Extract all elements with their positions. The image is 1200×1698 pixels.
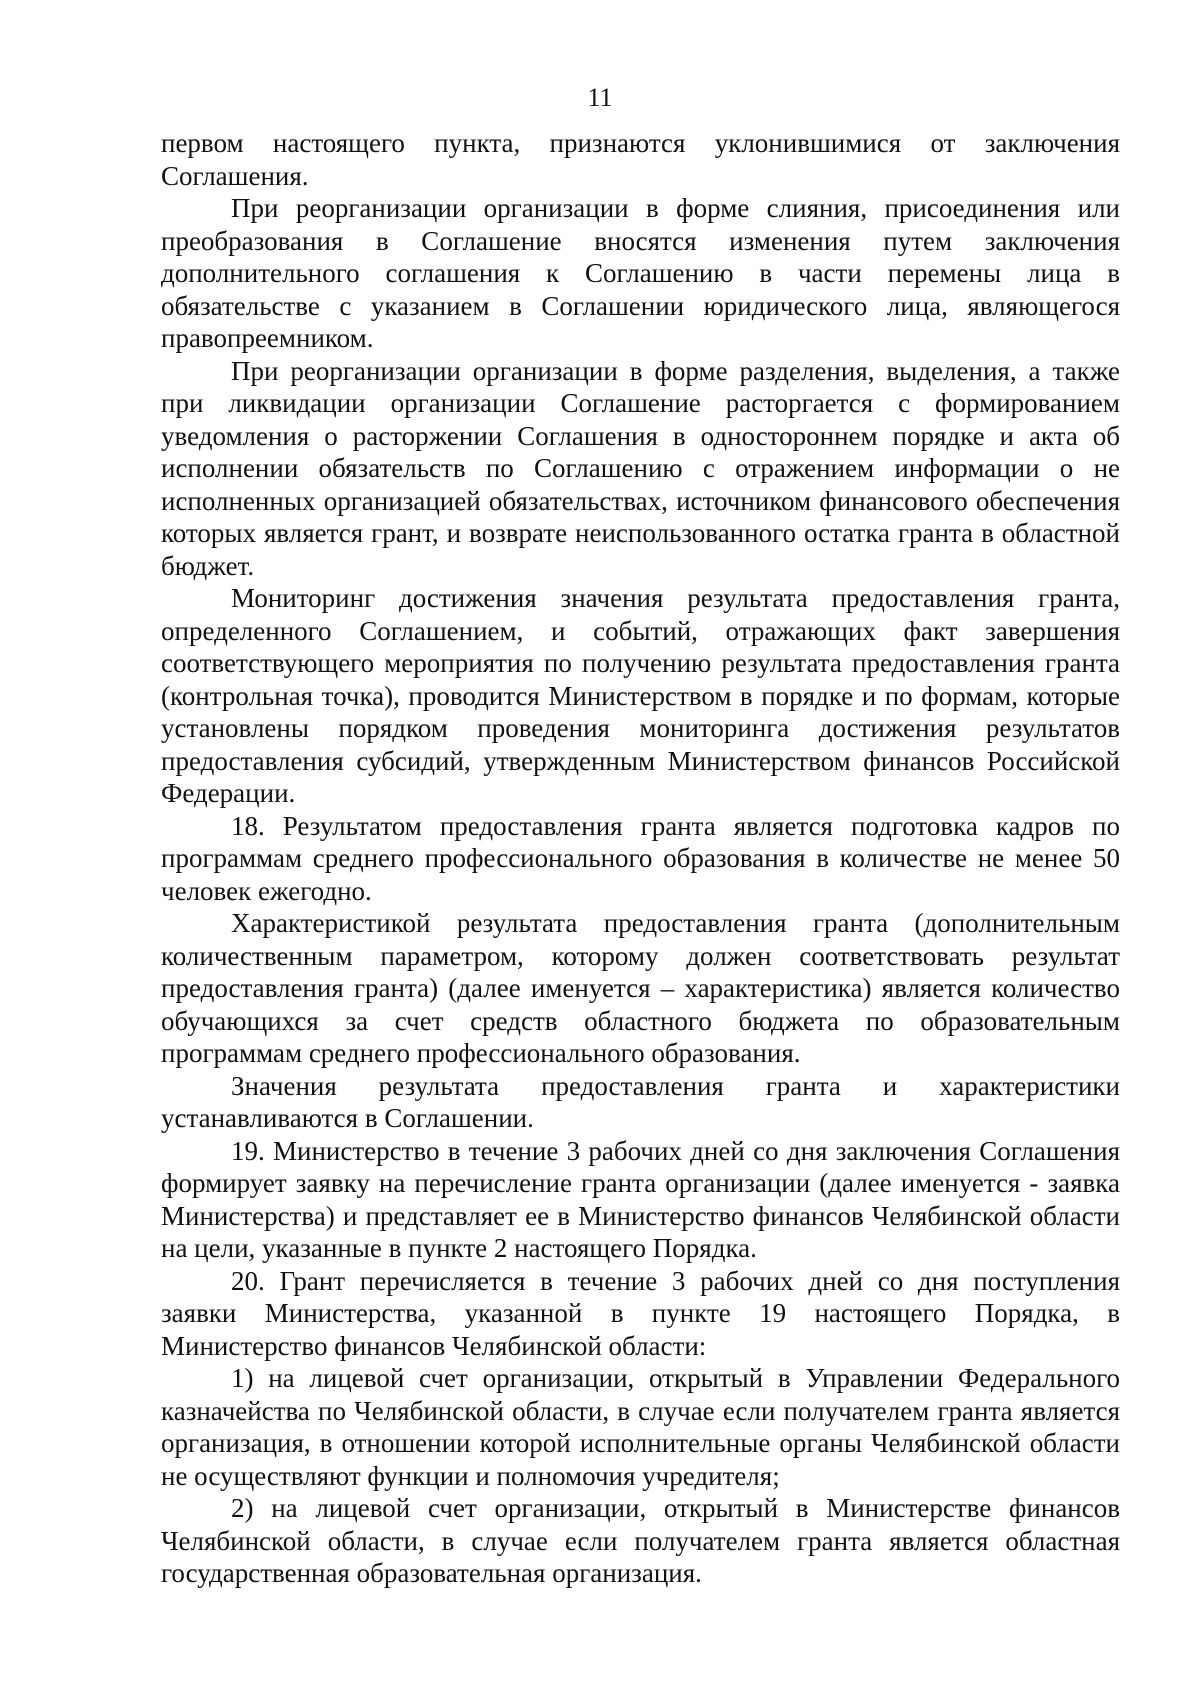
list-item-2: 2) на лицевой счет организации, открытый в Министерстве финансов Челябинской области, в случае если получателем гранта является областная государственная образовательная организация. (161, 1493, 1120, 1588)
paragraph-19-application: 19. Министерство в течение 3 рабочих дней со дня заключения Соглашения формирует заявку на перечисление гранта организации (далее именуется - заявка Министерства) и представляет ее в Министерство финансов Челябинской области на цели, указанные в пункте 2 настоящего Порядка. (161, 1135, 1120, 1263)
paragraph-characteristic: Характеристикой результата предоставления гранта (дополнительным количественным параметром, которому должен соответствовать результат предоставления гранта) (далее именуется – характеристика) является количество обучающихся за счет средств областного бюджета по образовательным программам среднего профессионального образования. (161, 908, 1120, 1068)
document-body (161, 127, 1120, 1590)
paragraph-continuation: первом настоящего пункта, признаются уклонившимися от заключения Соглашения. (161, 128, 1120, 191)
paragraph-18-result: 18. Результатом предоставления гранта является подготовка кадров по программам среднего профессионального образования в количестве не менее 50 человек ежегодно. (161, 810, 1120, 906)
paragraph-values: Значения результата предоставления гранта и характеристики устанавливаются в Соглашении. (161, 1070, 1120, 1133)
page-number: 11 (587, 83, 613, 112)
paragraph-monitoring: Мониторинг достижения значения результата предоставления гранта, определенного Соглашением, и событий, отражающих факт завершения соответствующего мероприятия по получению результата предоставления гранта (контрольная точка), проводится Министерством в порядке и по формам, которые установлены порядком проведения мониторинга достижения результатов предоставления субсидий, утвержденным Министерством финансов Российской Федерации. (161, 583, 1120, 808)
paragraph-reorganization-merger: При реорганизации организации в форме слияния, присоединения или преобразования в Соглашение вносятся изменения путем заключения дополнительного соглашения к Соглашению в части перемены лица в обязательстве с указанием в Соглашении юридического лица, являющегося правопреемником. (161, 193, 1120, 353)
paragraph-reorganization-division: При реорганизации организации в форме разделения, выделения, а также при ликвидации организации Соглашение расторгается с формированием уведомления о расторжении Соглашения в одностороннем порядке и акта об исполнении обязательств по Соглашению с отражением информации о не исполненных организацией обязательствах, источником финансового обеспечения которых является грант, и возврате неиспользованного остатка гранта в областной бюджет. (161, 355, 1120, 581)
list-item-1: 1) на лицевой счет организации, открытый в Управлении Федерального казначейства по Челябинской области, в случае если получателем гранта является организация, в отношении которой исполнительные органы Челябинской области не осуществляют функции и полномочия учредителя; (161, 1363, 1120, 1491)
paragraph-20-transfer: 20. Грант перечисляется в течение 3 рабочих дней со дня поступления заявки Министерства, указанной в пункте 19 настоящего Порядка, в Министерство финансов Челябинской области: (161, 1265, 1120, 1361)
